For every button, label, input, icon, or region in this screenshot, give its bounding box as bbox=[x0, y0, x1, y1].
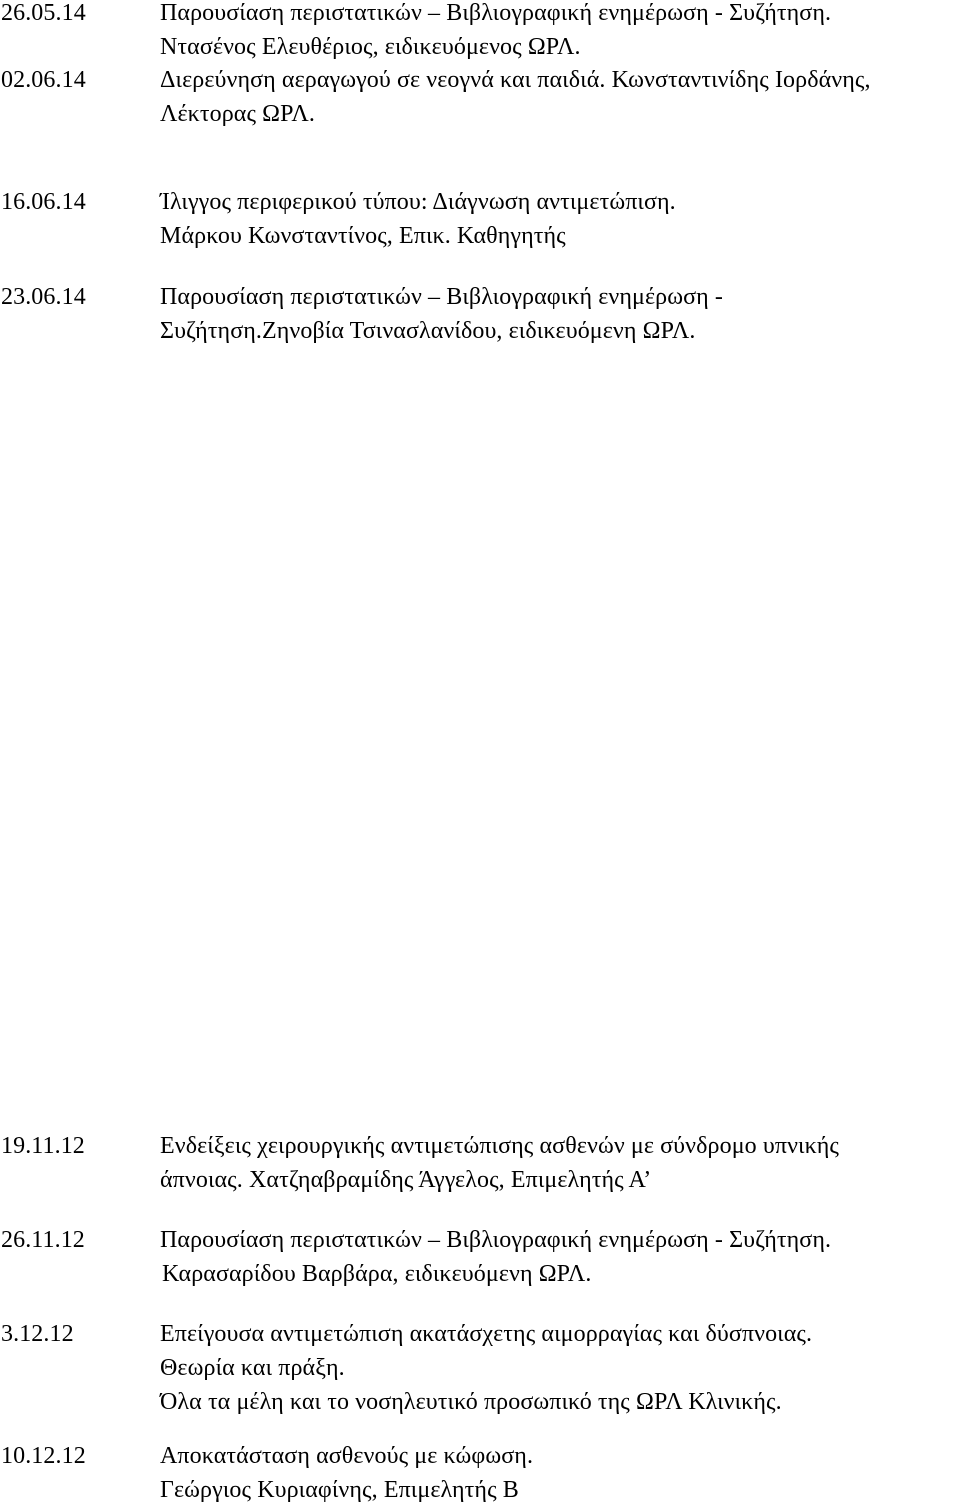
entry-date: 19.11.12 bbox=[1, 1133, 85, 1159]
entry-text bbox=[160, 1223, 955, 1291]
entry-date: 02.06.14 bbox=[1, 67, 86, 93]
entry-line: Συζήτηση.Ζηνοβία Τσινασλανίδου, ειδικευόμενη ΩΡΛ. bbox=[160, 318, 696, 344]
entry-text bbox=[160, 1317, 955, 1419]
entry-line: Λέκτορας ΩΡΛ. bbox=[160, 101, 315, 127]
entry-date: 10.12.12 bbox=[1, 1443, 86, 1469]
entry-line: άπνοιας. Χατζηαβραμίδης Άγγελος, Επιμελητής Α’ bbox=[160, 1167, 652, 1193]
entry-text bbox=[160, 0, 955, 64]
entry-line: Γεώργιος Κυριαφίνης, Επιμελητής Β bbox=[160, 1477, 519, 1503]
entry-text bbox=[160, 280, 955, 348]
entry-line: Όλα τα μέλη και το νοσηλευτικό προσωπικό της ΩΡΛ Κλινικής. bbox=[160, 1389, 782, 1415]
entry-date: 23.06.14 bbox=[1, 284, 86, 310]
entry-text bbox=[160, 185, 955, 253]
entry-text bbox=[160, 1129, 955, 1197]
entry-date: 26.11.12 bbox=[1, 1227, 85, 1253]
entry-line: Παρουσίαση περιστατικών – Βιβλιογραφική ενημέρωση - bbox=[160, 284, 724, 310]
entry-date: 26.05.14 bbox=[1, 0, 86, 26]
entry-line: Θεωρία και πράξη. bbox=[160, 1355, 345, 1381]
entry-text bbox=[160, 1439, 955, 1507]
entry-line: Επείγουσα αντιμετώπιση ακατάσχετης αιμορραγίας και δύσπνοιας. bbox=[160, 1321, 813, 1347]
entry-line: Διερεύνηση αεραγωγού σε νεογνά και παιδιά. Κωνσταντινίδης Ιορδάνης, bbox=[160, 67, 871, 93]
entry-text bbox=[160, 63, 955, 131]
entry-date: 3.12.12 bbox=[1, 1321, 74, 1347]
entry-line: Παρουσίαση περιστατικών – Βιβλιογραφική ενημέρωση - Συζήτηση. bbox=[160, 1227, 832, 1253]
entry-line: Παρουσίαση περιστατικών – Βιβλιογραφική ενημέρωση - Συζήτηση. bbox=[160, 0, 832, 26]
entry-line: Καρασαρίδου Βαρβάρα, ειδικευόμενη ΩΡΛ. bbox=[162, 1261, 592, 1287]
entry-line: Αποκατάσταση ασθενούς με κώφωση. bbox=[160, 1443, 534, 1469]
entry-line: Μάρκου Κωνσταντίνος, Επικ. Καθηγητής bbox=[160, 223, 566, 249]
entry-line: Ντασένος Ελευθέριος, ειδικευόμενος ΩΡΛ. bbox=[160, 34, 581, 60]
entry-date: 16.06.14 bbox=[1, 189, 86, 215]
entry-line: Ίλιγγος περιφερικού τύπου: Διάγνωση αντιμετώπιση. bbox=[160, 189, 676, 215]
entry-line: Ενδείξεις χειρουργικής αντιμετώπισης ασθενών με σύνδρομο υπνικής bbox=[160, 1133, 840, 1159]
